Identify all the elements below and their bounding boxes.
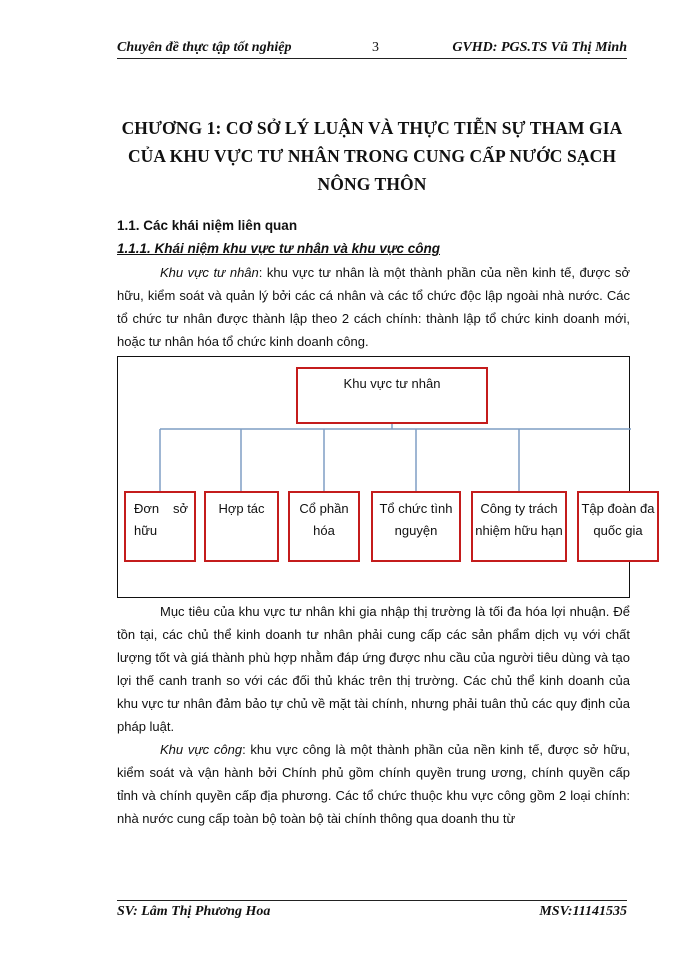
subsection-heading: 1.1.1. Khái niệm khu vực tư nhân và khu vực công xyxy=(117,241,440,256)
paragraph-public-sector xyxy=(117,738,630,830)
paragraph-text: : khu vực công là một thành phần của nền kinh tế, được sở hữu, kiểm soát và vận hành bởi Chính phủ gồm chính quyền trung ương, chính quyền cấp tỉnh và chính quyền cấp địa phương. Các tổ chức thuộc khu vực công gồm 2 loại chính: nhà nước cung cấp toàn bộ toàn bộ tài chính thông qua doanh thu từ xyxy=(117,742,630,826)
footer-student-id: MSV:11141535 xyxy=(539,904,627,919)
root-box: Khu vực tư nhân xyxy=(296,367,488,424)
chapter-title: CHƯƠNG 1: CƠ SỞ LÝ LUẬN VÀ THỰC TIỄN SỰ THAM GIA CỦA KHU VỰC TƯ NHÂN TRONG CUNG CẤP NƯỚC SẠCH NÔNG THÔN xyxy=(121,118,623,194)
page-header xyxy=(117,38,627,59)
term-public-sector: Khu vực công xyxy=(160,742,243,757)
child-box-5: Công ty trách nhiệm hữu hạn xyxy=(471,491,567,562)
term-private-sector: Khu vực tư nhân xyxy=(160,265,259,280)
page-footer xyxy=(117,900,627,921)
header-supervisor: GVHD: PGS.TS Vũ Thị Minh xyxy=(452,40,627,55)
child-box-1: Đơn sở hữu xyxy=(124,491,196,562)
paragraph-private-goal: Mục tiêu của khu vực tư nhân khi gia nhập thị trường là tối đa hóa lợi nhuận. Để tồn tại, các chủ thể kinh doanh tư nhân phải cung cấp các sản phẩm dịch vụ với chất lượng tốt và giá thành phù hợp nhằm đáp ứng được nhu cầu của người tiêu dùng và tạo lợi thế canh tranh so với các đối thủ khác trên thị trường. Các chủ thể kinh doanh của khu vực tư nhân đảm bảo tự chủ về mặt tài chính, nhưng phải tuân thủ các quy định của pháp luật. xyxy=(117,604,630,734)
header-title: Chuyên đề thực tập tốt nghiệp xyxy=(117,40,292,55)
child-box-2: Hợp tác xyxy=(204,491,279,562)
footer-student: SV: Lâm Thị Phương Hoa xyxy=(117,904,271,919)
child-box-6: Tập đoàn đa quốc gia xyxy=(577,491,659,562)
section-heading: 1.1. Các khái niệm liên quan xyxy=(117,218,298,233)
org-diagram xyxy=(117,356,655,598)
page-number: 3 xyxy=(372,40,379,55)
child-box-3: Cổ phần hóa xyxy=(288,491,360,562)
child-box-4: Tổ chức tình nguyện xyxy=(371,491,461,562)
paragraph-private-sector xyxy=(117,261,630,353)
paragraph-text: : khu vực tư nhân là một thành phần của nền kinh tế, được sở hữu, kiểm soát và quản lý bởi các cá nhân và các tổ chức độc lập ngoài nhà nước. Các tổ chức tư nhân được thành lập theo 2 cách chính: thành lập tổ chức kinh doanh mới, hoặc tư nhân hóa tổ chức kinh doanh công. xyxy=(117,265,630,349)
